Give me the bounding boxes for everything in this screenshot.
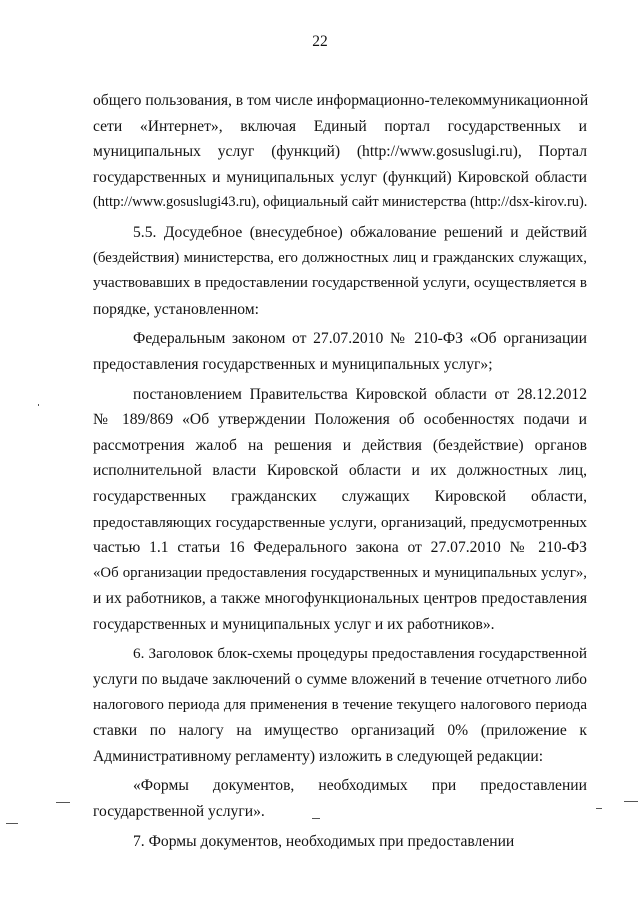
text-line: частью 1.1 статьи 16 Федерального закона от 27.07.2010 № 210-ФЗ [93, 539, 587, 557]
paragraph [93, 641, 587, 769]
paragraph [93, 829, 587, 855]
paragraph [93, 326, 587, 377]
text-line: «Об организации предоставления государственных и муниципальных услуг», [93, 564, 587, 581]
text-line: государственных гражданских служащих Кировской области, [93, 487, 587, 505]
paragraph [93, 382, 587, 638]
text-line: предоставляющих государственные услуги, организаций, предусмотренных [93, 513, 587, 531]
text-line: (бездействия) министерства, его должностных лиц и гражданских служащих, [93, 249, 587, 266]
text-line: Административному регламенту) изложить в следующей редакции: [93, 747, 544, 765]
document-body [93, 88, 587, 854]
scan-mark [312, 818, 320, 819]
text-line: и их работников, а также многофункциональных центров предоставления [93, 590, 587, 608]
text-line: государственной услуги». [93, 803, 265, 821]
text-line: 5.5. Досудебное (внесудебное) обжалование решений и действий [133, 223, 587, 241]
text-line: № 189/869 «Об утверждении Положения об особенностях подачи и [93, 411, 587, 429]
text-line: сети «Интернет», включая Единый портал государственных и [93, 117, 587, 135]
text-line: постановлением Правительства Кировской области от 28.12.2012 [133, 385, 587, 403]
text-line: (http://www.gosuslugi43.ru), официальный сайт министерства (http://dsx-kirov.ru). [93, 194, 588, 211]
text-line: Федеральным законом от 27.07.2010 № 210-ФЗ «Об организации [133, 330, 587, 348]
text-line: государственных и муниципальных услуг (функций) Кировской области [93, 168, 587, 186]
scan-mark [6, 823, 18, 824]
page-number: 22 [312, 33, 328, 50]
text-line: услуги по выдаче заключений о сумме вложений в течение отчетного либо [93, 671, 587, 689]
text-line: общего пользования, в том числе информационно-телекоммуникационной [93, 92, 589, 109]
text-line: муниципальных услуг (функций) (http://www.gosuslugi.ru), Портал [93, 143, 587, 161]
text-line: участвовавших в предоставлении государственной услуги, осуществляется в [93, 275, 587, 292]
scan-mark [596, 808, 602, 809]
paragraph [93, 220, 587, 322]
text-line: ставки по налогу на имущество организаций 0% (приложение к [93, 722, 587, 740]
text-line: 7. Формы документов, необходимых при предоставлении [133, 832, 515, 850]
scan-mark [38, 404, 39, 406]
paragraph [93, 88, 587, 216]
scan-mark [56, 802, 70, 803]
text-line: исполнительной власти Кировской области и их должностных лиц, [93, 462, 587, 480]
text-line: предоставления государственных и муниципальных услуг»; [93, 355, 493, 373]
text-line: налогового периода для применения в течение текущего налогового периода [93, 696, 587, 713]
scan-mark [624, 801, 638, 802]
text-line: рассмотрения жалоб на решения и действия (бездействие) органов [93, 436, 587, 454]
text-line: «Формы документов, необходимых при предоставлении [133, 777, 587, 795]
text-line: государственных и муниципальных услуг и их работников». [93, 615, 495, 633]
text-line: порядке, установленном: [93, 300, 259, 318]
text-line: 6. Заголовок блок-схемы процедуры предоставления государственной [133, 645, 587, 663]
paragraph [93, 773, 587, 824]
